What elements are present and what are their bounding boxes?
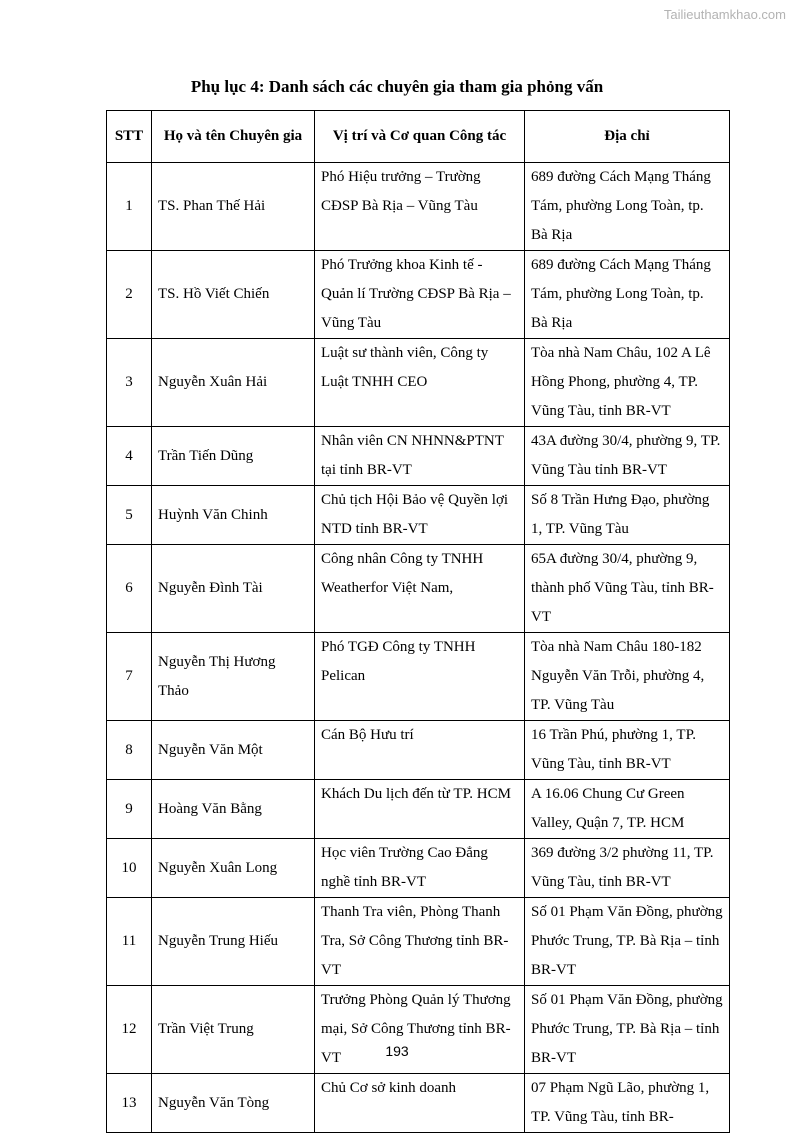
expert-position-cell (315, 339, 525, 427)
table-row (107, 339, 730, 427)
expert-address: Số 01 Phạm Văn Đồng, phường Phước Trung, TP. Bà Rịa – tỉnh BR-VT (531, 992, 723, 1066)
row-stt: 10 (121, 859, 137, 876)
expert-position-cell (315, 251, 525, 339)
expert-address-cell (525, 986, 730, 1074)
expert-name-cell (152, 1074, 315, 1133)
expert-address-cell (525, 163, 730, 251)
expert-address-cell (525, 633, 730, 721)
expert-name-cell (152, 163, 315, 251)
row-stt-cell (107, 339, 152, 427)
expert-address-cell (525, 780, 730, 839)
row-stt: 9 (125, 800, 133, 817)
table-row (107, 1074, 730, 1133)
expert-position: Chủ Cơ sở kinh doanh (321, 1080, 457, 1096)
header-stt: STT (107, 111, 152, 163)
expert-position-cell (315, 898, 525, 986)
expert-position: Phó Trưởng khoa Kinh tế - Quản lí Trường CĐSP Bà Rịa – Vũng Tàu (321, 257, 511, 331)
expert-name: Nguyễn Văn Tòng (158, 1094, 270, 1111)
expert-address-cell (525, 898, 730, 986)
row-stt: 3 (125, 374, 133, 390)
expert-name-cell (152, 721, 315, 780)
experts-table (106, 110, 730, 1133)
row-stt: 7 (125, 668, 133, 684)
table-header-row (107, 111, 730, 163)
table-row (107, 839, 730, 898)
expert-position-cell (315, 486, 525, 545)
page-number: 193 (385, 1043, 409, 1059)
row-stt-cell (107, 427, 152, 486)
row-stt: 5 (125, 506, 133, 523)
row-stt: 11 (121, 933, 137, 949)
expert-name-cell (152, 898, 315, 986)
expert-address: 65A đường 30/4, phường 9, thành phố Vũng Tàu, tỉnh BR-VT (531, 551, 714, 625)
expert-name-cell (152, 633, 315, 721)
expert-position: Chủ tịch Hội Bảo vệ Quyền lợi NTD tỉnh BR-VT (321, 492, 509, 537)
expert-address: 689 đường Cách Mạng Tháng Tám, phường Long Toàn, tp. Bà Rịa (531, 257, 711, 331)
table-body (107, 163, 730, 1133)
expert-position-cell (315, 427, 525, 486)
expert-position: Trưởng Phòng Quản lý Thương mại, Sở Công Thương tỉnh BR-VT (321, 992, 511, 1066)
expert-position-cell (315, 545, 525, 633)
row-stt: 12 (121, 1021, 137, 1037)
row-stt: 1 (125, 198, 133, 214)
table-row (107, 545, 730, 633)
row-stt: 4 (125, 447, 133, 464)
expert-name-cell (152, 839, 315, 898)
expert-address-cell (525, 1074, 730, 1133)
expert-address: Tòa nhà Nam Châu, 102 A Lê Hồng Phong, phường 4, TP. Vũng Tàu, tỉnh BR-VT (531, 345, 711, 419)
expert-address: 369 đường 3/2 phường 11, TP. Vũng Tàu, tỉnh BR-VT (531, 845, 714, 890)
expert-name: Hoàng Văn Bằng (158, 800, 262, 817)
table-row (107, 721, 730, 780)
header-position: Vị trí và Cơ quan Công tác (315, 111, 525, 163)
table-row (107, 427, 730, 486)
expert-name: Trần Việt Trung (158, 1021, 254, 1037)
expert-address: Số 8 Trần Hưng Đạo, phường 1, TP. Vũng Tàu (531, 492, 710, 537)
expert-name: TS. Phan Thế Hải (158, 198, 266, 214)
expert-address: 07 Phạm Ngũ Lão, phường 1, TP. Vũng Tàu, tỉnh BR- (531, 1080, 710, 1125)
row-stt-cell (107, 545, 152, 633)
row-stt: 6 (125, 580, 133, 596)
row-stt-cell (107, 163, 152, 251)
table-row (107, 633, 730, 721)
expert-position: Luật sư thành viên, Công ty Luật TNHH CEO (321, 345, 489, 390)
expert-name-cell (152, 339, 315, 427)
expert-position-cell (315, 1074, 525, 1133)
expert-address: 16 Trần Phú, phường 1, TP. Vũng Tàu, tỉnh BR-VT (531, 727, 696, 772)
expert-position-cell (315, 986, 525, 1074)
row-stt-cell (107, 633, 152, 721)
row-stt-cell (107, 251, 152, 339)
expert-position-cell (315, 839, 525, 898)
header-address: Địa chỉ (525, 111, 730, 163)
expert-position: Thanh Tra viên, Phòng Thanh Tra, Sở Công Thương tỉnh BR-VT (321, 904, 509, 978)
expert-position-cell (315, 633, 525, 721)
expert-name: Nguyễn Xuân Hải (158, 374, 268, 390)
table-row (107, 163, 730, 251)
expert-name: Trần Tiến Dũng (158, 447, 254, 464)
row-stt-cell (107, 780, 152, 839)
row-stt-cell (107, 898, 152, 986)
table-row (107, 986, 730, 1074)
expert-name-cell (152, 780, 315, 839)
expert-address-cell (525, 545, 730, 633)
expert-address: 689 đường Cách Mạng Tháng Tám, phường Long Toàn, tp. Bà Rịa (531, 169, 711, 243)
expert-address: Số 01 Phạm Văn Đồng, phường Phước Trung, TP. Bà Rịa – tỉnh BR-VT (531, 904, 723, 978)
row-stt: 13 (121, 1094, 137, 1111)
expert-address-cell (525, 339, 730, 427)
expert-position: Khách Du lịch đến từ TP. HCM (321, 786, 511, 802)
expert-position: Công nhân Công ty TNHH Weatherfor Việt Nam, (321, 551, 484, 596)
expert-name: Nguyễn Thị Hương Thảo (158, 653, 276, 699)
expert-position: Phó Hiệu trưởng – Trường CĐSP Bà Rịa – Vũng Tàu (321, 169, 481, 214)
expert-position-cell (315, 780, 525, 839)
table-row (107, 898, 730, 986)
row-stt: 8 (125, 741, 133, 758)
expert-position: Học viên Trường Cao Đẳng nghề tỉnh BR-VT (321, 845, 488, 890)
expert-address: 43A đường 30/4, phường 9, TP. Vũng Tàu tỉnh BR-VT (531, 433, 721, 478)
expert-name: Nguyễn Xuân Long (158, 859, 278, 876)
expert-name-cell (152, 427, 315, 486)
expert-position: Phó TGĐ Công ty TNHH Pelican (321, 639, 476, 684)
expert-name: Nguyễn Đình Tài (158, 580, 263, 596)
expert-name-cell (152, 251, 315, 339)
expert-address-cell (525, 251, 730, 339)
expert-position: Cán Bộ Hưu trí (321, 727, 414, 743)
page-title: Phụ lục 4: Danh sách các chuyên gia tham gia phỏng vấn (190, 77, 604, 96)
row-stt-cell (107, 986, 152, 1074)
table-row (107, 486, 730, 545)
expert-address-cell (525, 721, 730, 780)
row-stt-cell (107, 1074, 152, 1133)
expert-name: Huỳnh Văn Chinh (158, 506, 268, 523)
watermark: Tailieuthamkhao.com (663, 7, 786, 22)
row-stt: 2 (125, 286, 133, 302)
expert-address-cell (525, 427, 730, 486)
row-stt-cell (107, 721, 152, 780)
expert-address: Tòa nhà Nam Châu 180-182 Nguyễn Văn Trỗi, phường 4, TP. Vũng Tàu (531, 639, 705, 713)
table-row (107, 251, 730, 339)
expert-name: TS. Hồ Viết Chiến (158, 286, 270, 302)
expert-name-cell (152, 486, 315, 545)
expert-name-cell (152, 545, 315, 633)
row-stt-cell (107, 839, 152, 898)
expert-name: Nguyễn Trung Hiếu (158, 933, 279, 949)
expert-position-cell (315, 721, 525, 780)
expert-address-cell (525, 839, 730, 898)
row-stt-cell (107, 486, 152, 545)
expert-address-cell (525, 486, 730, 545)
expert-name-cell (152, 986, 315, 1074)
table-row (107, 780, 730, 839)
expert-position-cell (315, 163, 525, 251)
header-name: Họ và tên Chuyên gia (152, 111, 315, 163)
expert-address: A 16.06 Chung Cư Green Valley, Quận 7, TP. HCM (531, 786, 685, 831)
expert-position: Nhân viên CN NHNN&PTNT tại tỉnh BR-VT (321, 433, 504, 478)
expert-name: Nguyễn Văn Một (158, 741, 263, 758)
